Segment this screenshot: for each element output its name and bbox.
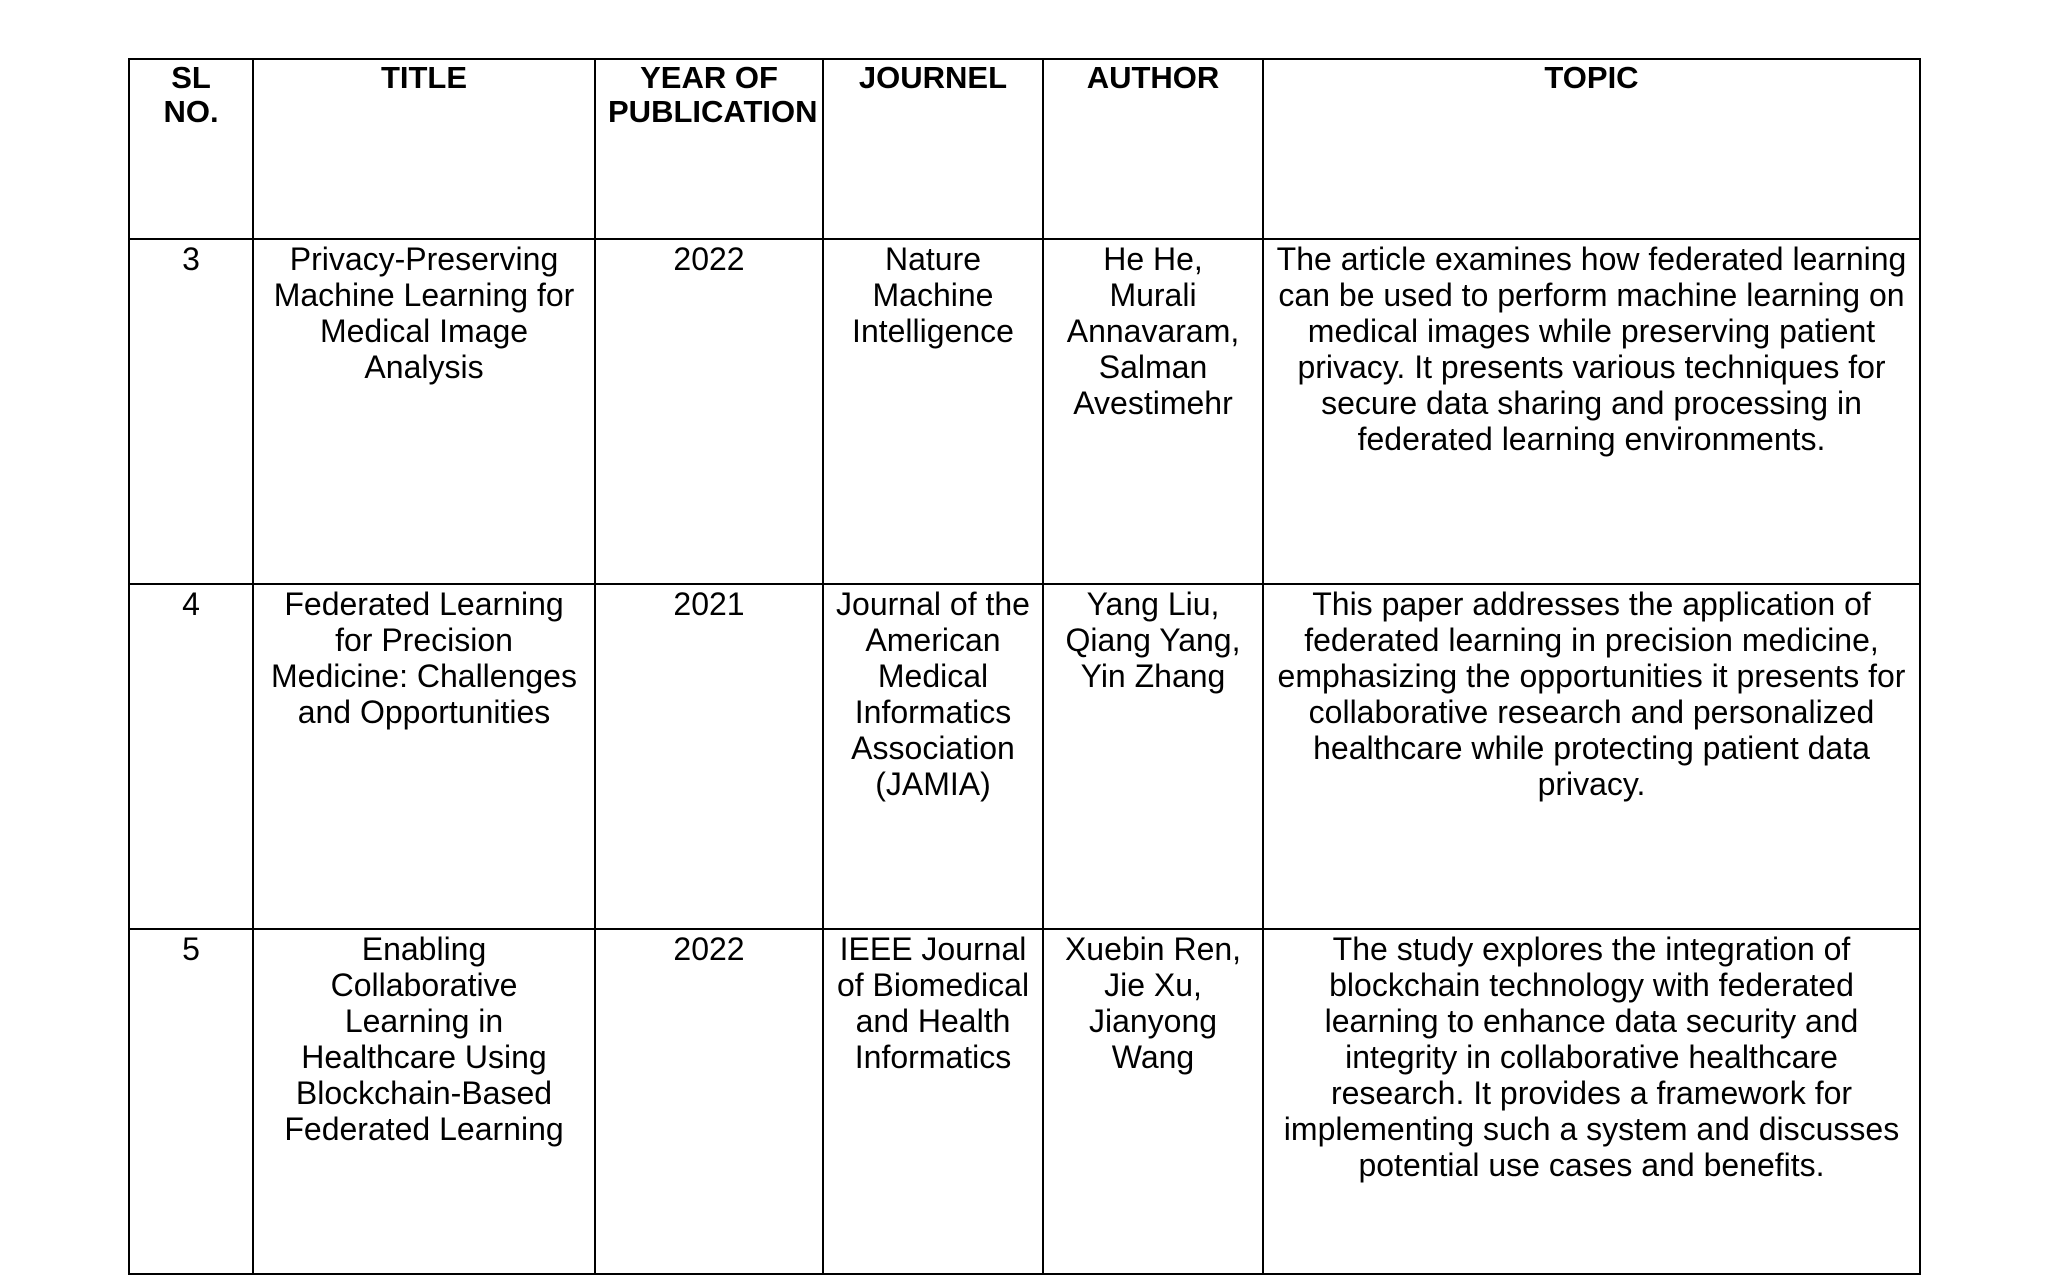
cell-author: Xuebin Ren, Jie Xu, Jianyong Wang [1043, 929, 1263, 1274]
cell-title: Federated Learning for Precision Medicine: Challenges and Opportunities [253, 584, 595, 929]
cell-title: Privacy-Preserving Machine Learning for Medical Image Analysis [253, 239, 595, 584]
cell-year: 2021 [595, 584, 823, 929]
header-journal: JOURNEL [823, 59, 1043, 239]
cell-journal: IEEE Journal of Biomedical and Health Informatics [823, 929, 1043, 1274]
cell-sl-no: 4 [129, 584, 253, 929]
cell-topic: This paper addresses the application of federated learning in precision medicine, emphasizing the opportunities it presents for collaborative research and personalized healthcare while protecting patient data privacy. [1263, 584, 1920, 929]
literature-review-table [128, 58, 1921, 1275]
cell-author: He He, Murali Annavaram, Salman Avestimehr [1043, 239, 1263, 584]
cell-year: 2022 [595, 929, 823, 1274]
cell-topic: The study explores the integration of blockchain technology with federated learning to enhance data security and integrity in collaborative healthcare research. It provides a framework for implementing such a system and discusses potential use cases and benefits. [1263, 929, 1920, 1274]
table-row [129, 584, 1920, 929]
cell-sl-no: 3 [129, 239, 253, 584]
header-year-of-publication: YEAR OF PUBLICATION [595, 59, 823, 239]
header-topic: TOPIC [1263, 59, 1920, 239]
table-row [129, 239, 1920, 584]
header-row [129, 59, 1920, 239]
cell-topic: The article examines how federated learning can be used to perform machine learning on medical images while preserving patient privacy. It presents various techniques for secure data sharing and processing in federated learning environments. [1263, 239, 1920, 584]
cell-year: 2022 [595, 239, 823, 584]
cell-author: Yang Liu, Qiang Yang, Yin Zhang [1043, 584, 1263, 929]
cell-sl-no: 5 [129, 929, 253, 1274]
cell-title: Enabling Collaborative Learning in Healthcare Using Blockchain-Based Federated Learning [253, 929, 595, 1274]
header-author: AUTHOR [1043, 59, 1263, 239]
header-sl-no: SL NO. [129, 59, 253, 239]
table-row [129, 929, 1920, 1274]
header-title: TITLE [253, 59, 595, 239]
cell-journal: Nature Machine Intelligence [823, 239, 1043, 584]
cell-journal: Journal of the American Medical Informatics Association (JAMIA) [823, 584, 1043, 929]
